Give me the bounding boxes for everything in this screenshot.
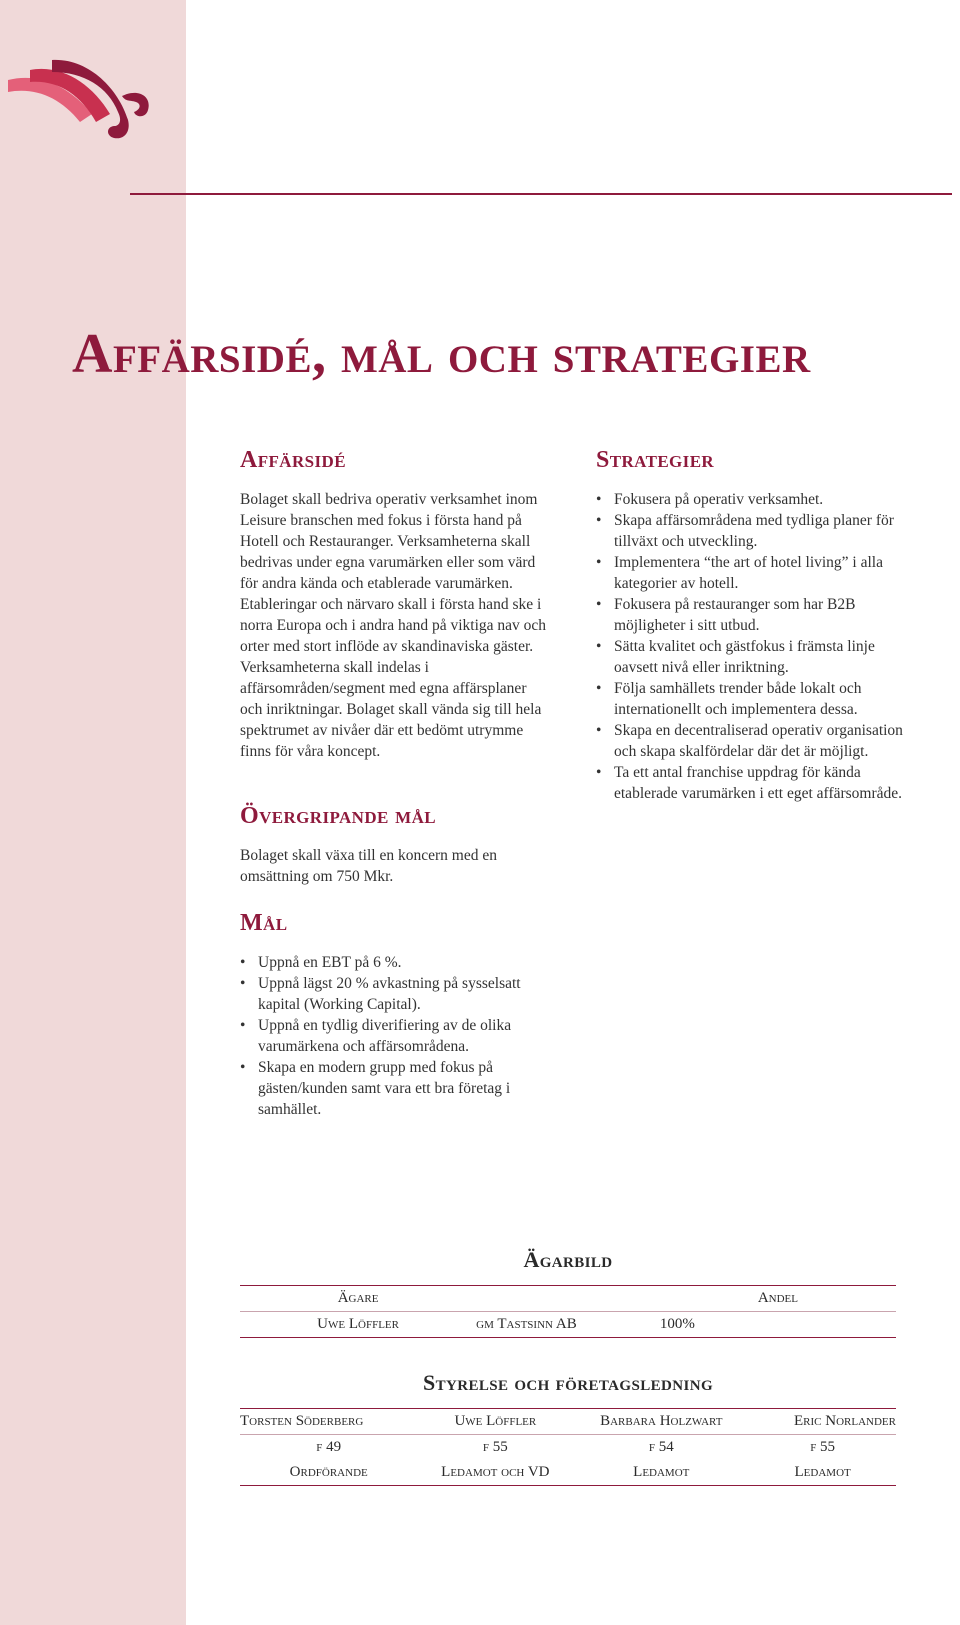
member-role: Ledamot [794, 1464, 851, 1481]
section-styrelse [240, 1370, 896, 1486]
member-born: f 55 [810, 1439, 836, 1456]
list-item: • Fokusera på restauranger som har B2B möjligheter i sitt utbud. [596, 594, 906, 636]
member-role: Ledamot och VD [441, 1464, 550, 1481]
styrelse-table [240, 1408, 896, 1486]
list-item: • Uppnå en tydlig diverifiering av de olika varumärkena och affärsområdena. [240, 1015, 550, 1057]
agarbild-table [240, 1285, 896, 1338]
list-item: • Följa samhällets trender både lokalt och internationellt och implementera dessa. [596, 678, 906, 720]
agarbild-heading: Ägarbild [523, 1247, 613, 1272]
top-divider [130, 193, 952, 195]
styrelse-heading: Styrelse och företagsledning [422, 1370, 714, 1395]
member-name: Barbara Holzwart [600, 1413, 723, 1430]
page-title: Affärsidé, mål och strategier [72, 322, 811, 385]
list-item: • Skapa affärsområdena med tydliga planer för tillväxt och utveckling. [596, 510, 906, 552]
left-decorative-band [0, 0, 186, 1625]
table-header-row [240, 1286, 896, 1312]
owner-via: gm Tastsinn AB [476, 1316, 577, 1333]
table-row [240, 1409, 896, 1435]
member-born: f 54 [648, 1439, 674, 1456]
member-born: f 55 [482, 1439, 508, 1456]
member-name: Eric Norlander [794, 1413, 896, 1430]
section-affarside [240, 447, 550, 762]
mal-heading: Mål [240, 910, 288, 936]
strategier-list [596, 489, 906, 804]
list-item: • Implementera “the art of hotel living” i alla kategorier av hotell. [596, 552, 906, 594]
list-item: • Sätta kvalitet och gästfokus i främsta linje oavsett nivå eller inriktning. [596, 636, 906, 678]
mal-list [240, 952, 550, 1120]
list-item: • Skapa en decentraliserad operativ organisation och skapa skalfördelar där det är möjligt. [596, 720, 906, 762]
member-role: Ledamot [633, 1464, 690, 1481]
table-row [240, 1460, 896, 1486]
member-role: Ordförande [289, 1464, 368, 1481]
list-item: • Skapa en modern grupp med fokus på gästen/kunden samt vara ett bra företag i samhället. [240, 1057, 550, 1120]
member-name: Uwe Löffler [454, 1413, 537, 1430]
owner-name: Uwe Löffler [317, 1316, 399, 1333]
list-item: • Uppnå lägst 20 % avkastning på sysselsatt kapital (Working Capital). [240, 973, 550, 1015]
ribbon-logo-icon [0, 52, 160, 147]
owner-share: 100% [659, 1316, 695, 1333]
strategier-heading: Strategier [596, 447, 715, 473]
share-column-header: Andel [757, 1290, 798, 1307]
section-strategier [596, 447, 906, 804]
affarside-text: Bolaget skall bedriva operativ verksamhet inom Leisure branschen med fokus i första hand på Hotell och Restauranger. Verksamheterna skall bedrivas under egna varumärken eller som värd för andra kända och etablerade varumärken. Etableringar och närvaro skall i första hand ske i norra Europa och i andra hand på viktiga nav och orter med stort inflöde av skandinaviska gäster. Verksamheterna skall indelas i affärsområden/segment med egna affärsplaner och inriktningar. Bolaget skall vända sig till hela spektrumet av nivåer där ett bedömt utrymme finns för våra koncept. [240, 491, 547, 761]
list-item: • Fokusera på operativ verksamhet. [596, 489, 906, 510]
overgripande-heading: Övergripande mål [240, 803, 437, 829]
owner-column-header: Ägare [337, 1290, 379, 1307]
table-row [240, 1435, 896, 1460]
section-overgripande-mal [240, 803, 550, 887]
member-name: Torsten Söderberg [240, 1413, 364, 1430]
list-item: • Ta ett antal franchise uppdrag för kända etablerade varumärken i ett eget affärsområde. [596, 762, 906, 804]
overgripande-text: Bolaget skall växa till en koncern med en omsättning om 750 Mkr. [240, 847, 497, 886]
section-mal [240, 910, 550, 1120]
member-born: f 49 [316, 1439, 342, 1456]
list-item: • Uppnå en EBT på 6 %. [240, 952, 550, 973]
section-agarbild [240, 1247, 896, 1338]
table-row [240, 1312, 896, 1338]
affarside-heading: Affärsidé [240, 447, 346, 473]
